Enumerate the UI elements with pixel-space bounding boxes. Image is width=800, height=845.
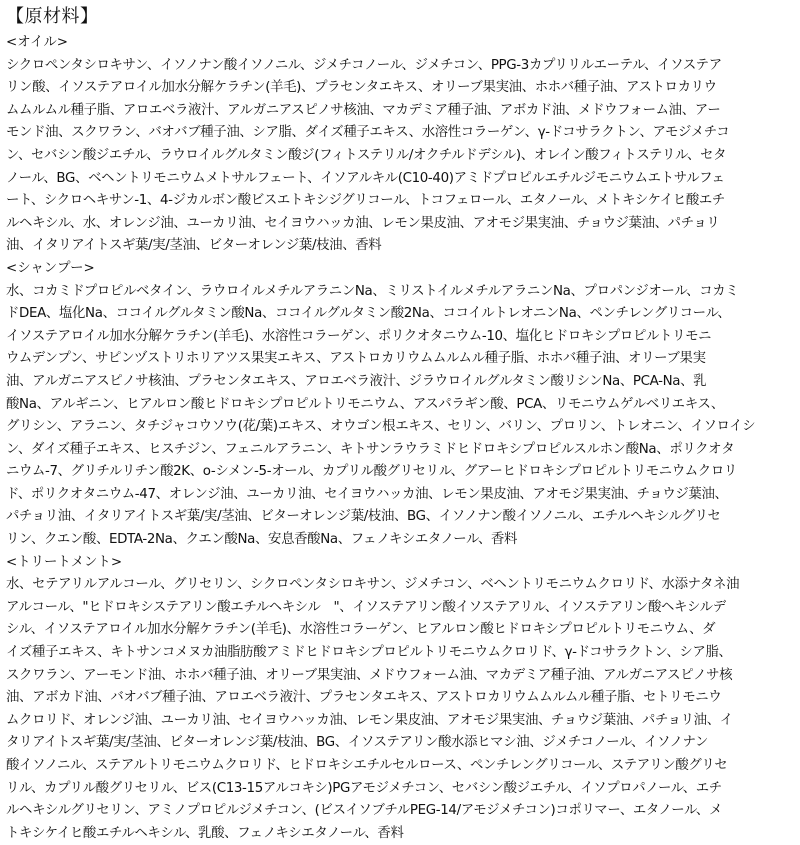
ingredient-line: ムムルムル種子脂、アロエベラ液汁、アルガニアスピノサ核油、マカデミア種子油、アボカド油、メドウフォーム油、アー (6, 102, 721, 118)
ingredient-line: ルヘキシルグリセリン、アミノプロピルジメチコン、(ビスイソブチルPEG-14/アモジメチコン)コポリマー、エタノール、メ (6, 803, 723, 819)
section-heading-shampoo: <シャンプー> (6, 260, 95, 276)
section-treatment (6, 552, 794, 845)
ingredient-line: タリアイトスギ葉/実/茎油、ビターオレンジ葉/枝油、BG、イソステアリン酸水添ヒマシ油、ジメチコノール、イソノナン (6, 735, 708, 751)
ingredient-line: ウムデンプン、サピンヅストリホリアツス果実エキス、アストロカリウムムルムル種子脂、ホホバ種子油、オリーブ果実 (6, 351, 706, 367)
ingredient-line: 油、アルガニアスピノサ核油、プラセンタエキス、アロエベラ液汁、ジラウロイルグルタミン酸リシンNa、PCA-Na、乳 (6, 373, 707, 389)
ingredient-line: イソステアロイル加水分解ケラチン(羊毛)、水溶性コラーゲン、ポリクオタニウム-10、塩化ヒドロキシプロピルトリモニ (6, 328, 712, 344)
ingredient-line: グリシン、アラニン、タチジャコウソウ(花/葉)エキス、オウゴン根エキス、セリン、バリン、プロリン、トレオニン、イソロイシ (6, 419, 756, 435)
ingredient-line: シクロペンタシロキサン、イソノナン酸イソノニル、ジメチコノール、ジメチコン、PPG-3カプリリルエーテル、イソステア (6, 57, 722, 73)
ingredient-line: ドDEA、塩化Na、ココイルグルタミン酸Na、ココイルグルタミン酸2Na、ココイルトレオニンNa、ペンチレングリコール、 (6, 306, 731, 322)
ingredient-line: 油、アボカド油、バオバブ種子油、アロエベラ液汁、プラセンタエキス、アストロカリウムムルムル種子脂、セトリモニウ (6, 690, 722, 706)
ingredient-line: アルコール、"ヒドロキシステアリン酸エチルヘキシル "、イソステアリン酸イソステアリル、イソステアリン酸ヘキシルデ (6, 599, 726, 615)
ingredient-line: ノール、BG、ベヘントリモニウムメトサルフェート、イソアルキル(C10-40)アミドプロピルエチルジモニウムエトサルフェ (6, 170, 725, 186)
ingredient-line: ド、ポリクオタニウム-47、オレンジ油、ユーカリ油、セイヨウハッカ油、レモン果皮油、アオモジ果実油、チョウジ葉油、 (6, 486, 728, 502)
ingredient-line: リン、クエン酸、EDTA-2Na、クエン酸Na、安息香酸Na、フェノキシエタノール、香料 (6, 532, 518, 548)
ingredient-line: モンド油、スクワラン、バオバブ種子油、シア脂、ダイズ種子エキス、水溶性コラーゲン、γ-ドコサラクトン、アモジメチコ (6, 125, 730, 141)
section-heading-oil: <オイル> (6, 35, 68, 50)
ingredient-line: 水、コカミドプロピルベタイン、ラウロイルメチルアラニンNa、ミリストイルメチルアラニンNa、プロパンジオール、コカミ (6, 283, 739, 299)
ingredients-document (6, 4, 794, 845)
ingredient-line: リル、カプリル酸グリセリル、ビス(C13-15アルコキシ)PGアモジメチコン、セバシン酸ジエチル、イソプロパノール、エチ (6, 780, 722, 796)
section-shampoo (6, 258, 794, 552)
ingredient-line: ルヘキシル、水、オレンジ油、ユーカリ油、セイヨウハッカ油、レモン果皮油、アオモジ果実油、チョウジ葉油、パチョリ (6, 215, 720, 231)
ingredient-line: イズ種子エキス、キトサンコメヌカ油脂肪酸アミドヒドロキシプロピルトリモニウムクロリド、γ-ドコサラクトン、シア脂、 (6, 645, 732, 661)
section-oil (6, 32, 794, 258)
ingredient-line: 水、セテアリルアルコール、グリセリン、シクロペンタシロキサン、ジメチコン、ベヘントリモニウムクロリド、水添ナタネ油 (6, 577, 740, 593)
ingredient-line: シル、イソステアロイル加水分解ケラチン(羊毛)、水溶性コラーゲン、ヒアルロン酸ヒドロキシプロピルトリモニウム、ダ (6, 622, 716, 638)
ingredient-line: ート、シクロヘキサン-1、4-ジカルボン酸ビスエトキシジグリコール、トコフェロール、エタノール、メトキシケイヒ酸エチ (6, 193, 725, 209)
ingredient-line: スクワラン、アーモンド油、ホホバ種子油、オリーブ果実油、メドウフォーム油、マカデミア種子油、アルガニアスピノサ核 (6, 667, 733, 683)
section-heading-treatment: <トリートメント> (6, 554, 123, 570)
ingredient-line: パチョリ油、イタリアイトスギ葉/実/茎油、ビターオレンジ葉/枝油、BG、イソノナン酸イソノニル、エチルヘキシルグリセ (6, 509, 721, 525)
document-title: 【原材料】 (6, 6, 99, 27)
ingredient-line: ニウム-7、グリチルリチン酸2K、o-シメン-5-オール、カプリル酸グリセリル、グアーヒドロキシプロピルトリモニウムクロリ (6, 464, 737, 480)
ingredient-line: ン、ダイズ種子エキス、ヒスチジン、フェニルアラニン、キトサンラウラミドヒドロキシプロピルスルホン酸Na、ポリクオタ (6, 441, 735, 457)
ingredient-line: リン酸、イソステアロイル加水分解ケラチン(羊毛)、プラセンタエキス、オリーブ果実油、ホホバ種子油、アストロカリウ (6, 80, 717, 96)
ingredient-line: ン、セバシン酸ジエチル、ラウロイルグルタミン酸ジ(フィトステリル/オクチルドデシル)、オレイン酸フィトステリル、セタ (6, 147, 727, 163)
ingredient-line: 酸イソノニル、ステアルトリモニウムクロリド、ヒドロキシエチルセルロース、ペンチレングリコール、ステアリン酸グリセ (6, 758, 728, 773)
ingredient-line: トキシケイヒ酸エチルヘキシル、乳酸、フェノキシエタノール、香料 (6, 825, 404, 841)
ingredient-line: 油、イタリアイトスギ葉/実/茎油、ビターオレンジ葉/枝油、香料 (6, 238, 382, 254)
ingredient-line: ムクロリド、オレンジ油、ユーカリ油、セイヨウハッカ油、レモン果皮油、アオモジ果実油、チョウジ葉油、パチョリ油、イ (6, 712, 733, 728)
ingredient-line: 酸Na、アルギニン、ヒアルロン酸ヒドロキシプロピルトリモニウム、アスパラギン酸、PCA、リモニウムゲルベリエキス、 (6, 396, 724, 412)
